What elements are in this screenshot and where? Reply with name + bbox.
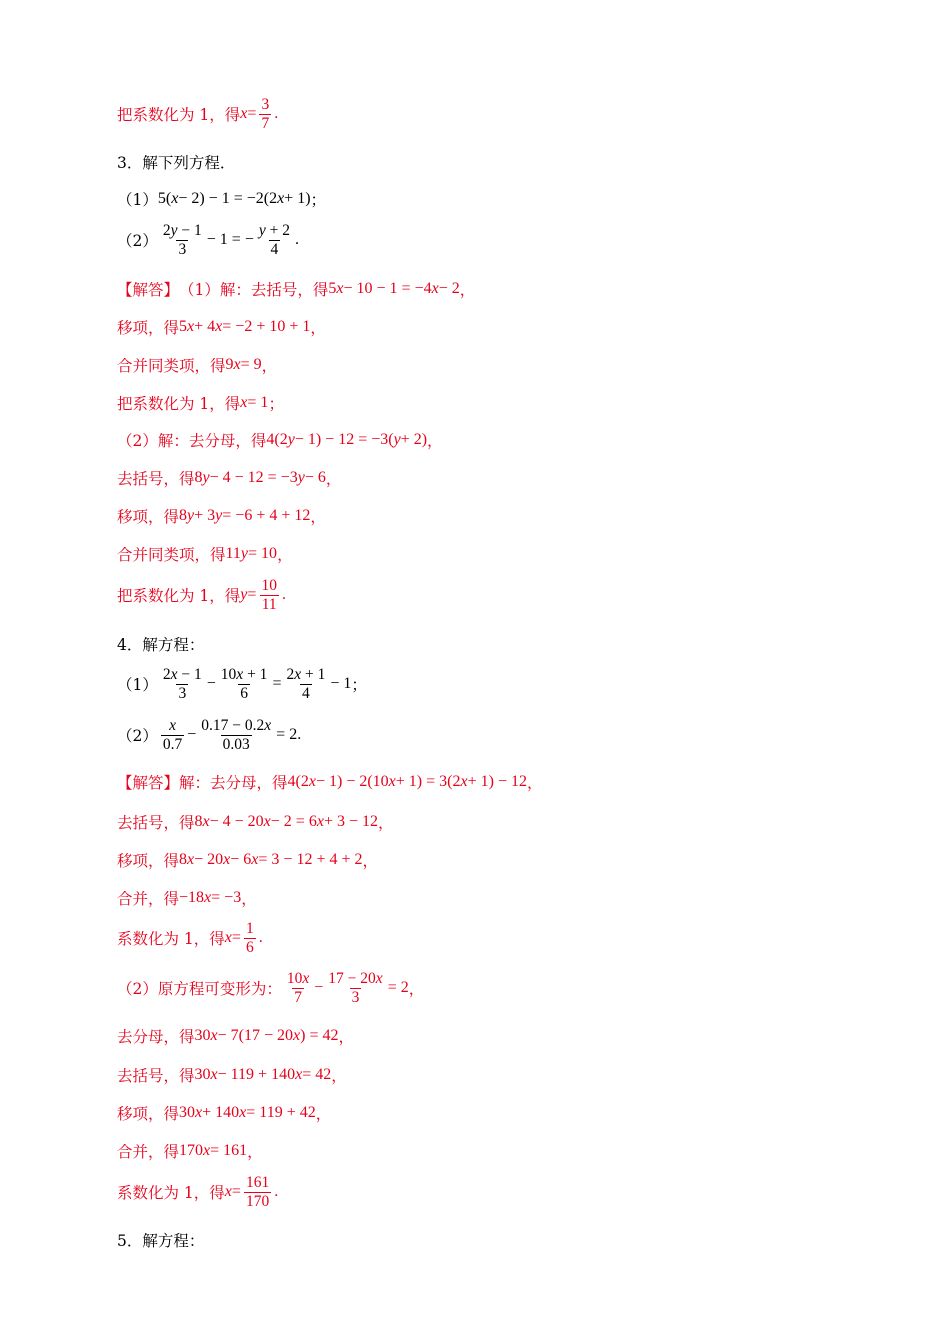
math-variable: x xyxy=(233,356,241,373)
answer-4-step-2 xyxy=(117,811,394,833)
fraction xyxy=(259,577,279,614)
answer-text: 把系数化为 1，得 xyxy=(117,395,241,413)
fraction xyxy=(161,717,184,754)
fraction xyxy=(161,222,204,259)
fraction xyxy=(259,96,271,133)
question-3-title xyxy=(117,151,235,173)
fraction-numerator: 3 xyxy=(261,96,270,113)
math-variable: x xyxy=(336,280,344,297)
math-expression: = 3 − 12 + 4 + 2 xyxy=(258,851,363,868)
math-expression: 170 xyxy=(179,1142,204,1159)
math-expression: = −6 + 4 + 12 xyxy=(222,507,311,524)
answer-line-coefficient xyxy=(117,96,278,133)
math-expression: + 1) xyxy=(284,190,311,207)
answer-3-step-6 xyxy=(117,467,341,489)
math-variable: x xyxy=(239,1104,247,1121)
math-expression: = 2 xyxy=(387,979,409,997)
punctuation: ； xyxy=(268,395,284,413)
math-expression: − 2 xyxy=(438,280,460,297)
fraction-denominator: 11 xyxy=(261,595,277,613)
math-variable: x xyxy=(223,851,231,868)
math-expression: 0.17 − 0.2 xyxy=(201,717,265,734)
punctuation: ， xyxy=(310,508,326,526)
part-label: （2） xyxy=(117,232,158,251)
punctuation: ， xyxy=(526,774,543,792)
fraction-numerator xyxy=(257,222,292,240)
punctuation: ， xyxy=(459,281,476,299)
answer-3-step-1 xyxy=(117,278,475,300)
fraction-denominator: 6 xyxy=(245,938,254,956)
math-variable: y xyxy=(202,469,210,486)
fraction-denominator: 7 xyxy=(294,988,302,1006)
punctuation: ， xyxy=(325,470,342,488)
math-expression: 30 xyxy=(194,1027,211,1044)
answer-4-step-5 xyxy=(117,920,263,957)
math-expression: = xyxy=(272,675,282,693)
math-variable: x xyxy=(170,666,178,683)
math-expression: = xyxy=(247,105,257,123)
fraction-denominator: 3 xyxy=(178,240,187,258)
math-expression: − 1 xyxy=(177,222,202,239)
answer-text: 合并同类项，得 xyxy=(117,546,226,564)
math-variable: x xyxy=(240,394,248,411)
math-expression: 8 xyxy=(179,851,188,868)
math-variable: y xyxy=(287,431,295,448)
answer-tag: 【解答】 xyxy=(117,774,180,792)
answer-tag: 【解答】 xyxy=(117,281,180,299)
math-expression: + 1) − 12 xyxy=(467,773,527,790)
fraction xyxy=(219,666,270,703)
math-variable: x xyxy=(302,970,310,987)
fraction xyxy=(285,970,311,1007)
math-expression: + 1 xyxy=(301,666,326,683)
fraction xyxy=(257,222,292,259)
math-variable: y xyxy=(297,469,305,486)
fraction xyxy=(326,970,384,1007)
math-expression: − xyxy=(206,675,216,693)
answer-text: 把系数化为 1，得 xyxy=(117,106,241,125)
math-expression: = xyxy=(247,586,257,604)
answer-text: 合并同类项，得 xyxy=(117,357,226,375)
math-expression: + 1 xyxy=(243,666,268,683)
math-variable: x xyxy=(316,813,324,830)
answer-text: 解：去分母，得 xyxy=(179,774,288,792)
math-expression: = 161 xyxy=(210,1142,248,1159)
math-expression: = 9 xyxy=(240,356,262,373)
math-expression: 10 xyxy=(220,666,237,683)
answer-text: 把系数化为 1，得 xyxy=(117,587,241,606)
math-expression: − xyxy=(187,726,197,744)
math-expression: − 10 − 1 = −4 xyxy=(343,280,432,297)
question-title-text: 3．解下列方程． xyxy=(117,154,236,172)
math-expression: − 119 + 140 xyxy=(217,1066,296,1083)
math-expression: 5 xyxy=(179,318,188,335)
math-expression: 2 xyxy=(286,666,295,683)
punctuation: ， xyxy=(310,319,326,337)
math-expression: + 2 xyxy=(265,222,290,239)
math-expression: = xyxy=(231,1183,241,1201)
question-3-part-1 xyxy=(117,188,326,210)
punctuation: . xyxy=(281,586,286,604)
answer-text: 合并，得 xyxy=(117,890,180,908)
answer-4-step-1 xyxy=(117,771,542,793)
punctuation: ， xyxy=(315,1105,332,1123)
math-variable: x xyxy=(195,1104,203,1121)
fraction-numerator xyxy=(199,717,273,735)
math-variable: x xyxy=(202,813,210,830)
math-variable: x xyxy=(187,318,195,335)
fraction-numerator xyxy=(326,970,384,988)
punctuation: ， xyxy=(261,357,278,375)
punctuation: ； xyxy=(351,676,367,695)
math-variable: y xyxy=(393,431,401,448)
answer-3-step-4 xyxy=(117,392,284,414)
math-expression: − 20 xyxy=(194,851,224,868)
answer-3-step-9 xyxy=(117,577,286,614)
math-expression: = 1 xyxy=(247,394,269,411)
part-label: （1） xyxy=(117,191,158,209)
math-expression: 2 xyxy=(162,222,171,239)
punctuation: ， xyxy=(408,980,425,999)
answer-4-step-7 xyxy=(117,1025,354,1047)
fraction-numerator xyxy=(161,222,204,240)
math-variable: x xyxy=(224,1183,232,1201)
math-expression: ) = 42 xyxy=(300,1027,339,1044)
math-expression: 2 xyxy=(162,666,171,683)
math-expression: 17 − 20 xyxy=(328,970,376,987)
fraction-numerator: 10 xyxy=(261,577,277,594)
answer-text: 移项，得 xyxy=(117,508,180,526)
math-variable: x xyxy=(388,773,396,790)
fraction-numerator xyxy=(285,970,311,988)
math-expression: − 6 xyxy=(304,469,326,486)
answer-text: 去括号，得 xyxy=(117,470,195,488)
math-variable: y xyxy=(240,545,249,562)
math-expression: + 4 xyxy=(194,318,216,335)
math-expression: − 4 − 20 xyxy=(209,813,264,830)
math-variable: x xyxy=(431,280,439,297)
math-expression: 8 xyxy=(194,469,203,486)
punctuation: . xyxy=(258,929,263,947)
fraction-denominator: 7 xyxy=(261,114,270,132)
punctuation: ， xyxy=(277,546,293,564)
answer-text: 移项，得 xyxy=(117,1105,180,1123)
math-variable: x xyxy=(171,190,179,207)
math-expression: − 1 xyxy=(330,675,352,693)
answer-4-step-3 xyxy=(117,849,378,871)
question-title-text: 5．解方程： xyxy=(117,1232,205,1250)
math-expression: − 1) − 12 = −3( xyxy=(294,431,394,448)
math-variable: x xyxy=(210,1066,218,1083)
math-variable: x xyxy=(204,889,212,906)
answer-text: 去括号，得 xyxy=(117,1067,195,1085)
answer-text: 移项，得 xyxy=(117,319,180,337)
question-4-title xyxy=(117,633,204,655)
math-expression: − 1 xyxy=(177,666,202,683)
math-expression: − 2) − 1 = −2(2 xyxy=(178,190,278,207)
math-variable: x xyxy=(240,105,248,123)
math-variable: x xyxy=(308,773,316,790)
answer-text: （2）解：去分母，得 xyxy=(117,432,267,450)
math-variable: x xyxy=(460,773,468,790)
fraction xyxy=(161,666,204,703)
math-expression: 10 xyxy=(286,970,303,987)
answer-3-step-2 xyxy=(117,316,326,338)
math-variable: y xyxy=(258,222,266,239)
math-expression: = −2 + 10 + 1 xyxy=(222,318,311,335)
math-variable: x xyxy=(236,666,244,683)
math-expression: 8 xyxy=(179,507,188,524)
math-expression: = −3 xyxy=(211,889,242,906)
fraction-numerator: x xyxy=(169,717,176,734)
question-title-text: 4．解方程： xyxy=(117,636,205,654)
math-expression: − 2 = 6 xyxy=(270,813,317,830)
punctuation: ， xyxy=(362,852,379,870)
fraction-numerator xyxy=(161,666,204,684)
punctuation: ， xyxy=(427,432,443,450)
punctuation: ， xyxy=(241,890,257,908)
punctuation: ； xyxy=(310,191,327,209)
answer-3-step-8 xyxy=(117,543,293,565)
math-variable: y xyxy=(240,586,248,604)
punctuation: ， xyxy=(331,1067,347,1085)
math-variable: x xyxy=(210,1027,218,1044)
math-expression: − 1 = − xyxy=(206,231,254,249)
fraction-numerator xyxy=(219,666,270,684)
answer-text: 合并，得 xyxy=(117,1143,180,1161)
math-expression: 4(2 xyxy=(287,773,309,790)
punctuation: ， xyxy=(377,814,394,832)
answer-4-step-11 xyxy=(117,1174,278,1211)
question-4-part-1 xyxy=(117,666,367,703)
math-expression: 30 xyxy=(179,1104,196,1121)
math-variable: x xyxy=(187,851,195,868)
answer-text: 系数化为 1，得 xyxy=(117,1184,225,1203)
math-variable: x xyxy=(375,970,383,987)
math-expression: = 42 xyxy=(302,1066,332,1083)
answer-text: 去括号，得 xyxy=(117,814,195,832)
fraction-denominator: 3 xyxy=(178,684,187,702)
answer-4-step-9 xyxy=(117,1102,331,1124)
math-expression: 30 xyxy=(194,1066,211,1083)
math-expression: − 7(17 − 20 xyxy=(217,1027,293,1044)
answer-4-step-8 xyxy=(117,1064,347,1086)
math-variable: x xyxy=(224,929,232,947)
math-expression: 8 xyxy=(194,813,203,830)
math-expression: + 1) = 3(2 xyxy=(395,773,461,790)
answer-3-step-3 xyxy=(117,354,277,376)
fraction xyxy=(244,920,256,957)
math-expression: = 10 xyxy=(248,545,278,562)
fraction-numerator xyxy=(284,666,327,684)
punctuation: . xyxy=(274,105,279,123)
fraction-denominator: 6 xyxy=(240,684,248,702)
math-expression: 11 xyxy=(225,545,241,562)
fraction-numerator: 1 xyxy=(245,920,254,937)
answer-4-step-6 xyxy=(117,970,424,1007)
math-variable: x xyxy=(295,1066,303,1083)
math-expression: − 1) − 2(10 xyxy=(315,773,389,790)
math-expression: 4(2 xyxy=(266,431,288,448)
math-variable: y xyxy=(215,507,223,524)
math-variable: x xyxy=(294,666,302,683)
question-4-part-2 xyxy=(117,717,301,754)
question-3-part-2 xyxy=(117,222,299,259)
math-variable: x xyxy=(264,717,272,734)
answer-text: 移项，得 xyxy=(117,852,180,870)
math-expression: = 119 + 42 xyxy=(246,1104,316,1121)
punctuation: ， xyxy=(247,1143,263,1161)
math-expression: − xyxy=(314,979,324,997)
fraction-denominator: 170 xyxy=(245,1192,270,1210)
fraction-numerator: 161 xyxy=(245,1174,270,1191)
math-expression: − 4 − 12 = −3 xyxy=(209,469,298,486)
math-variable: x xyxy=(215,318,223,335)
math-variable: x xyxy=(293,1027,301,1044)
math-expression: 9 xyxy=(225,356,234,373)
answer-4-step-4 xyxy=(117,887,257,909)
punctuation: . xyxy=(297,726,302,744)
part-label: （2） xyxy=(117,727,158,746)
answer-text: （2）原方程可变形为： xyxy=(117,980,282,999)
punctuation: . xyxy=(294,231,299,249)
fraction xyxy=(284,666,327,703)
answer-text: 系数化为 1，得 xyxy=(117,930,225,949)
fraction xyxy=(199,717,273,754)
math-variable: y xyxy=(187,507,195,524)
math-variable: x xyxy=(277,190,285,207)
math-expression: 5( xyxy=(157,190,172,207)
math-expression: = xyxy=(231,929,241,947)
fraction-denominator: 4 xyxy=(302,684,310,702)
math-expression: = 2 xyxy=(276,726,298,744)
part-label: （1） xyxy=(117,676,158,695)
math-variable: x xyxy=(251,851,259,868)
math-variable: x xyxy=(203,1142,211,1159)
fraction xyxy=(244,1174,271,1211)
fraction-denominator: 4 xyxy=(270,240,279,258)
math-expression: + 140 xyxy=(202,1104,240,1121)
math-variable: y xyxy=(170,222,178,239)
punctuation: . xyxy=(274,1183,279,1201)
math-expression: 5 xyxy=(328,280,337,297)
math-expression: + 3 xyxy=(194,507,216,524)
answer-3-step-5 xyxy=(117,429,443,451)
fraction-denominator: 0.03 xyxy=(222,735,250,753)
math-expression: + 2) xyxy=(400,431,428,448)
answer-3-step-7 xyxy=(117,505,326,527)
answer-text: （1）解：去括号，得 xyxy=(179,281,329,299)
fraction-denominator: 3 xyxy=(351,988,360,1006)
punctuation: ， xyxy=(338,1028,354,1046)
fraction-denominator: 0.7 xyxy=(162,735,183,753)
math-variable: x xyxy=(263,813,271,830)
math-expression: − 6 xyxy=(230,851,252,868)
question-5-title xyxy=(117,1229,204,1251)
math-expression: + 3 − 12 xyxy=(323,813,378,830)
answer-text: 去分母，得 xyxy=(117,1028,195,1046)
answer-4-step-10 xyxy=(117,1140,263,1162)
math-expression: −18 xyxy=(179,889,205,906)
